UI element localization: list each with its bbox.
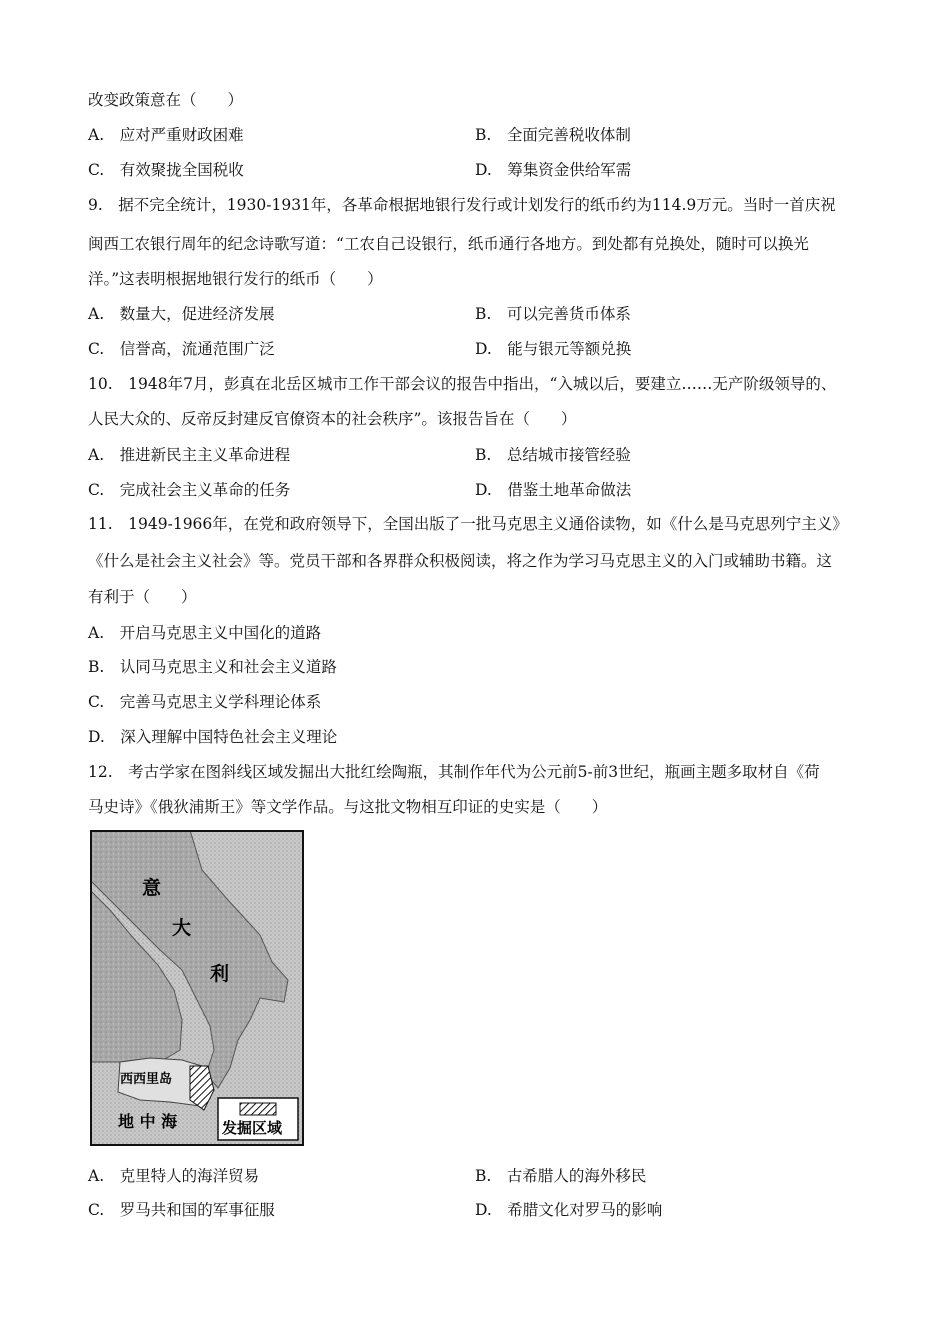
q12-stem-line: 马史诗》《俄狄浦斯王》等文学作品。与这批文物相互印证的史实是（ ） — [88, 798, 608, 816]
q10-stem-line: 10. 1948年7月，彭真在北岳区城市工作干部会议的报告中指出，“入城以后，要建立……无产阶级领导的、 — [88, 375, 837, 393]
sicily-label: 西西里岛 — [120, 1072, 173, 1087]
legend-hatch-swatch — [240, 1103, 276, 1115]
q12-option-a[interactable]: A. 克里特人的海洋贸易 — [88, 1167, 260, 1185]
q8-option-d[interactable]: D. 筹集资金供给军需 — [475, 161, 632, 179]
q12-stem-line: 12. 考古学家在图斜线区域发掘出大批红绘陶瓶，其制作年代为公元前5-前3世纪，瓶画主题多取材自《荷 — [88, 763, 820, 781]
q10-option-c[interactable]: C. 完成社会主义革命的任务 — [88, 481, 291, 499]
q11-option-d[interactable]: D. 深入理解中国特色社会主义理论 — [88, 728, 338, 746]
italy-map — [90, 830, 304, 1146]
q12-option-d[interactable]: D. 希腊文化对罗马的影响 — [475, 1201, 663, 1219]
q9-stem-line: 9. 据不完全统计，1930-1931年，各革命根据地银行发行或计划发行的纸币约为114.9万元。当时一首庆祝 — [88, 196, 836, 214]
italy-label-1: 意 — [142, 877, 162, 899]
q9-option-c[interactable]: C. 信誉高，流通范围广泛 — [88, 340, 275, 358]
q12-option-c[interactable]: C. 罗马共和国的军事征服 — [88, 1201, 275, 1219]
q9-stem-line: 闽西工农银行周年的纪念诗歌写道：“工农自己设银行，纸币通行各地方。到处都有兑换处，随时可以换光 — [88, 235, 809, 253]
q9-option-a[interactable]: A. 数量大，促进经济发展 — [88, 305, 275, 323]
q11-stem-line: 11. 1949-1966年，在党和政府领导下，全国出版了一批马克思主义通俗读物，如《什么是马克思列宁主义》 — [88, 515, 848, 533]
q8-option-c[interactable]: C. 有效聚拢全国税收 — [88, 161, 244, 179]
q11-option-b[interactable]: B. 认同马克思主义和社会主义道路 — [88, 658, 337, 676]
q11-option-c[interactable]: C. 完善马克思主义学科理论体系 — [88, 693, 322, 711]
q10-stem-line: 人民大众的、反帝反封建反官僚资本的社会秩序”。该报告旨在（ ） — [88, 410, 577, 428]
q8-option-b[interactable]: B. 全面完善税收体制 — [475, 126, 631, 144]
q9-stem-line: 洋。”这表明根据地银行发行的纸币（ ） — [88, 270, 383, 288]
q10-option-a[interactable]: A. 推进新民主主义革命进程 — [88, 446, 291, 464]
q9-option-b[interactable]: B. 可以完善货币体系 — [475, 305, 631, 323]
q10-option-d[interactable]: D. 借鉴土地革命做法 — [475, 481, 632, 499]
italy-label-2: 大 — [172, 917, 192, 939]
q8-option-a[interactable]: A. 应对严重财政困难 — [88, 126, 244, 144]
q12-option-b[interactable]: B. 古希腊人的海外移民 — [475, 1167, 647, 1185]
mediterranean-label: 地 中 海 — [118, 1112, 178, 1131]
q11-stem-line: 有利于（ ） — [88, 588, 197, 606]
q11-option-a[interactable]: A. 开启马克思主义中国化的道路 — [88, 624, 322, 642]
q9-option-d[interactable]: D. 能与银元等额兑换 — [475, 340, 632, 358]
legend-label: 发掘区域 — [222, 1119, 283, 1137]
italy-label-3: 利 — [210, 963, 230, 985]
q10-option-b[interactable]: B. 总结城市接管经验 — [475, 446, 631, 464]
q8-stem: 改变政策意在（ ） — [88, 91, 244, 109]
q11-stem-line: 《什么是社会主义社会》等。党员干部和各界群众积极阅读，将之作为学习马克思主义的入门或辅助书籍。这 — [88, 552, 833, 570]
